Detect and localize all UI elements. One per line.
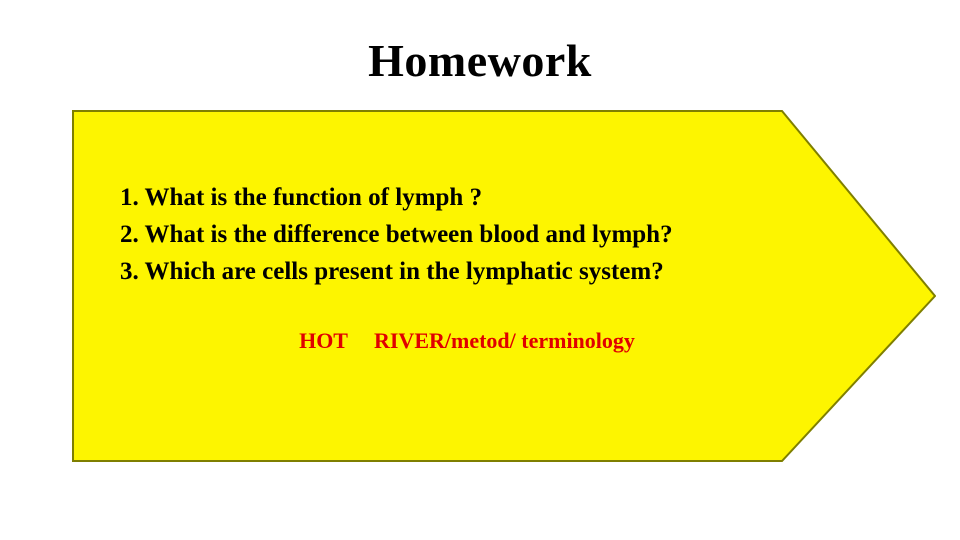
homework-question-list bbox=[120, 179, 900, 290]
footnote-right-label: RIVER/metod/ terminology bbox=[373, 328, 635, 353]
page-title: Homework bbox=[368, 35, 592, 86]
arrow-content bbox=[72, 110, 936, 462]
footnote-left-label: HOT bbox=[299, 328, 348, 353]
arrow-banner bbox=[72, 110, 936, 462]
list-item: 3. Which are cells present in the lymphatic system? bbox=[120, 258, 664, 285]
footnote bbox=[72, 328, 862, 354]
list-item: 1. What is the function of lymph ? bbox=[120, 184, 483, 211]
list-item: 2. What is the difference between blood and lymph? bbox=[120, 221, 673, 248]
